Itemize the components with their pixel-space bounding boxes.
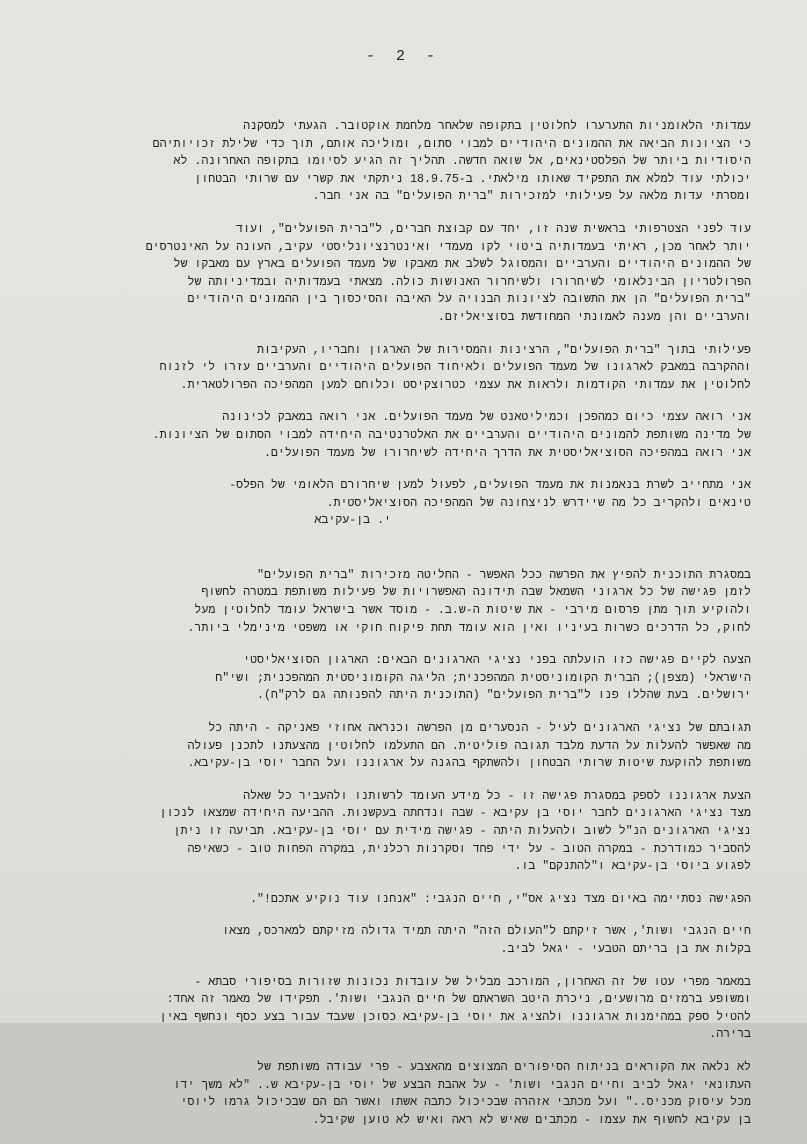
text-line: ומסרתי עדות מלאה על פעילותי למזכירות "ברית הפועלים" בה אני חבר. xyxy=(312,190,751,204)
text-line: של מדינה משותפת להמונים היהודיים והערביים את האלטרנטיבה היחידה למבוי הסתום של הציונות. xyxy=(152,428,751,442)
paragraph xyxy=(66,567,751,637)
text-line: וההקרבה במאבק לארגונו של מעמד הפועלים ולאיחוד הפועלים היהודיים והערביים עזרו לי לזנוח xyxy=(159,361,751,375)
text-line: מה שאפשר להעלות על הדעת מלבד תגובה פוליטית. הם התעלמו לחלוטין מהצעתנו לתכנן פעולה xyxy=(187,739,751,753)
text-line: לחלוטין את עמדותי הקודמות ולראות את עצמי כטרוצקיסט וכלוחם למען המהפיכה הפרולטארית. xyxy=(180,378,751,392)
paragraph xyxy=(66,118,751,206)
text-line: כי הציונות הביאה את ההמונים היהודיים למבוי סתום, ומוליכה אותם, תוך כדי שלילת זכויותיהם xyxy=(152,137,751,151)
text-line: ברירה. xyxy=(709,1028,751,1042)
paragraph xyxy=(66,720,751,773)
paragraph xyxy=(66,409,751,462)
text-line: אני רואה במהפיכה הסוציאליסטית את הדרך היחידה לשיחרורו של מעמד הפועלים. xyxy=(263,446,751,460)
text-line: "ברית הפועלים" הן את התשובה לציונות הבנויה על האיבה והסיכסוך בין ההמונים היהודיים xyxy=(187,293,751,307)
paragraph xyxy=(66,221,751,327)
text-line: של ההמונים היהודיים והערביים והמסוגל לשלב את מאבקו של מעמד הפועלים בארץ עם מאבקו של xyxy=(173,258,751,272)
text-line: היסודיות ביותר של הפלסטינאים, אל שואה חדשה. תהליך זה הגיע לסיומו בתקופה האחרונה. לא xyxy=(173,155,751,169)
text-line: יותר לאחר מכן, ראיתי בעמדותיה ביטוי לקו מעמדי ואינטרנציונליסטי עקיב, העונה על האינטרסים xyxy=(145,240,751,254)
text-line: הישראלי (מצפן); הברית הקומוניסטית המהפכנית; הליגה הקומוניסטית המהפכנית; ושי"ח xyxy=(215,671,751,685)
text-line: בן עקיבא לחשוף את עצמו - מכתבים שאיש לא ראה ואיש לא טוען שקיבל. xyxy=(312,1113,751,1127)
paragraph xyxy=(66,477,751,530)
text-line: להטיל ספק במהימנות ארגוננו ולהציג את יוסי בן-עקיבא כסוכן שעבד עבור בצע כסף ונחשף באין xyxy=(159,1010,751,1024)
text-line: אני רואה עצמי כיום כמהפכן וכמיליטאנט של מעמד הפועלים. אני רואה במאבק לכינונה xyxy=(222,411,751,425)
text-line: להסביר כמודרכת - במקרה הטוב - על ידי פחד וסקרנות רכלנית, במקרה הפחות טוב - כשאיפה xyxy=(187,842,751,856)
text-line: ומשופע ברמזים מרושעים, ניכרת היטב השראתם של חיים הנגבי ושות'. תפקידו של מאמר זה אחד: xyxy=(166,993,751,1007)
signature: י. בן-עקיבא xyxy=(314,514,391,528)
text-line: משותפת להוקעת שיטות שרותי הבטחון ולהשתקף בהגנה על ארגוננו ועל החבר יוסי בן-עקיבא. xyxy=(187,757,751,771)
paragraph xyxy=(66,1059,751,1129)
text-line: הפרולטריון הבינלאומי לשיחרורו ולשיחרור האנושות כולה. מצאתי בעמדותיה ובמדיניותה של xyxy=(187,275,751,289)
text-line: לחוק, כל הדרכים כשרות בעיניו ואין הוא עומד תחת פיקוח חוקי או משפטי מינימלי ביותר. xyxy=(187,621,751,635)
text-line: תגובתם של נציגי הארגונים לעיל - הנסערים מן הפרשה וכנראה אחוזי פאניקה - היתה כל xyxy=(208,722,751,736)
text-line: הפגישה נסתיימה באיום מצד נציג אס"י, חיים הנגבי: "אנחנו עוד נוקיע אתכם!". xyxy=(250,892,751,906)
section-gap xyxy=(66,545,751,567)
page-number: - 2 - xyxy=(365,48,441,65)
text-line: עוד לפני הצטרפותי בראשית שנה זו, יחד עם קבוצת חברים, ל"ברית הפועלים", ועוד xyxy=(236,222,751,236)
text-line: במאמר מפרי עטו של זה האחרון, המורכב מבליל של עובדות נכונות שזורות בסיפורי סבתא - xyxy=(194,975,751,989)
text-line: הצעת ארגוננו לספק במסגרת פגישה זו - כל מידע העומד לרשותנו ולהעביר כל שאלה xyxy=(243,789,751,803)
text-line: עמדותי הלאומניות התערערו לחלוטין בתקופה שלאחר מלחמת אוקטובר. הגעתי למסקנה xyxy=(243,120,751,133)
text-line: הצעה לקיים פגישה כזו הועלתה בפני נציגי הארגונים הבאים: הארגון הסוציאליסטי xyxy=(243,654,751,668)
paragraph xyxy=(66,342,751,395)
text-line: מכל עיסוק מכניס.." ועל מכתבי אזהרה שבכיכול כתבה אשתו ואשר הם הם שבכיכול גרמו ליוסי xyxy=(180,1096,751,1110)
text-line: חיים הנגבי ושות', אשר זיקתם ל"העולם הזה" היתה תמיד גדולה מזיקתם למארכס, מצאו xyxy=(222,925,751,939)
text-line: ולהוקיע תוך מתן פרסום מירבי - את שיטות ה-ש.ב. - מוסד אשר בישראל עומד לחלוטין מעל xyxy=(194,604,751,618)
text-line: נציגי הארגונים הנ"ל לשוב ולהעלות היתה - פגישה מידית עם יוסי בן-עקיבא. תביעה זו ניתן xyxy=(173,825,751,838)
text-line: פעילותי בתוך "ברית הפועלים", הרצינות והמסירות של הארגון וחבריו, העקיבות xyxy=(257,343,751,357)
document-body xyxy=(66,118,751,1144)
text-line: בקלות את בן בריתם הטבעי - יגאל לביב. xyxy=(500,942,751,956)
paragraph xyxy=(66,974,751,1044)
text-line: והערביים והן מענה לאמונתי המחודשת בסוציאליזם. xyxy=(437,310,751,324)
text-line: אני מתחייב לשרת בנאמנות את מעמד הפועלים, לפעול למען שיחרורם הלאומי של הפלס- xyxy=(229,479,751,493)
paragraph xyxy=(66,788,751,876)
paragraph xyxy=(66,891,751,909)
paragraph xyxy=(66,652,751,705)
paragraph xyxy=(66,923,751,958)
text-line: טינאים ולהקריב כל מה שיידרש לניצחונה של המהפיכה הסוציאליסטית. xyxy=(326,496,751,510)
text-line: יכולתי עוד למלא את התפקיד שאותו מילאתי. ב-18.9.75 ניתקתי את קשרי עם שרותי הבטחון xyxy=(194,172,751,186)
text-line: ירושלים. בעת שהללו פנו ל"ברית הפועלים" (התוכנית היתה להפנותה גם לרק"ח). xyxy=(257,689,751,703)
text-line: לפגוע ביוסי בן-עקיבא ו"להתנקם" בו. xyxy=(514,860,751,874)
text-line: העתונאי יגאל לביב וחיים הנגבי ושות' - על אהבת הבצע של יוסי בן-עקיבא ש.. "לא משך ידו xyxy=(173,1078,751,1092)
text-line: מצד נציגי הארגונים לחבר יוסי בן עקיבא - שבה ונדחתה בעקשנות. ההביעה היחידה שמצאו לנכון xyxy=(159,807,751,821)
text-line: במסגרת התוכנית להפיץ את הפרשה ככל האפשר - החליטה מזכירות "ברית הפועלים" xyxy=(257,568,751,582)
text-line: לזמן פגישה של כל ארגוני השמאל שבה תידונה האפשרויות של פעילות משותפת במטרה לחשוף xyxy=(201,586,751,600)
text-line: לא נלאה את הקוראים בניתוח הסיפורים המצוצים מהאצבע - פרי עבודה משותפת של xyxy=(257,1060,751,1074)
